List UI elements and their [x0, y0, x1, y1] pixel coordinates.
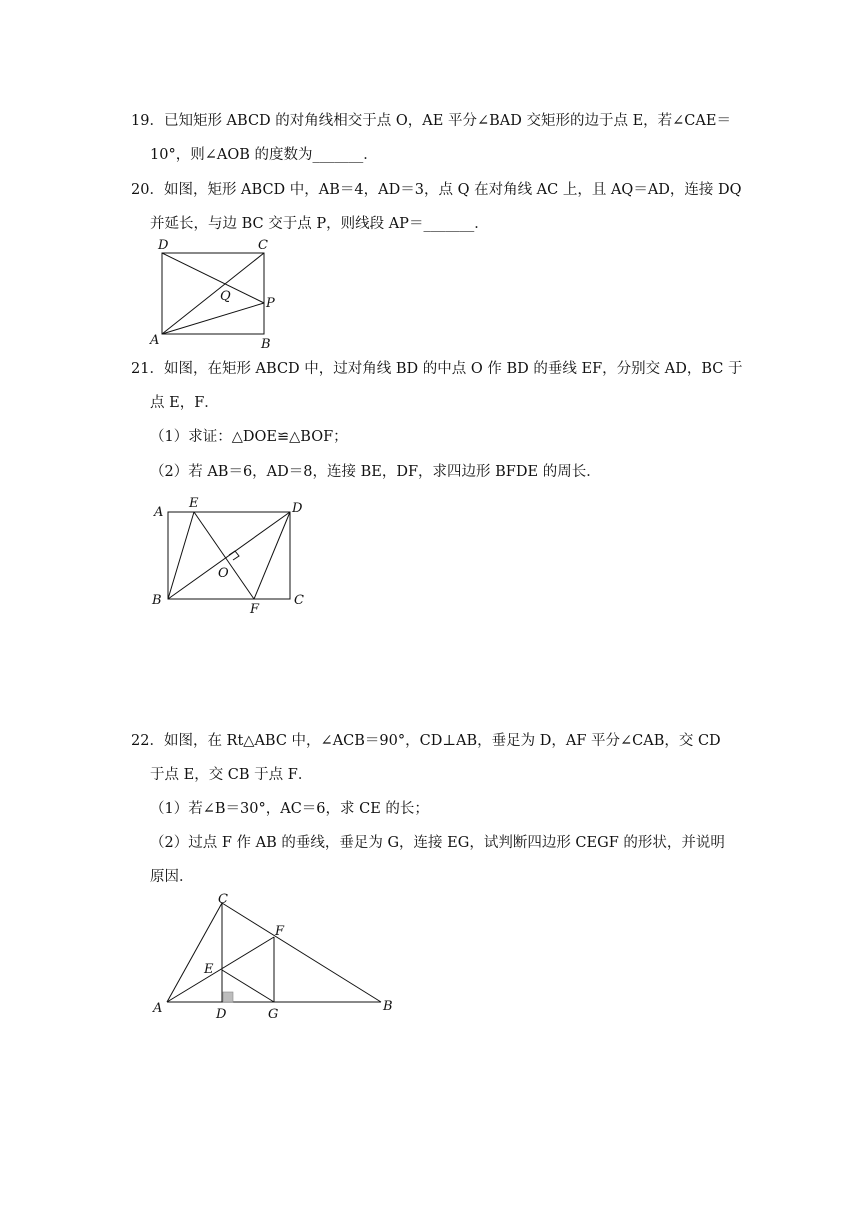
q21-segment-be — [168, 512, 194, 599]
q21-part-1: （1）求证：△DOE≌△BOF； — [150, 429, 348, 445]
q21-segment-ef — [194, 512, 254, 599]
q22-label-d: D — [216, 1007, 227, 1022]
q20-label-a: A — [150, 333, 160, 348]
q21-label-a: A — [154, 505, 164, 520]
q22-line-1: 22．如图，在 Rt△ABC 中，∠ACB＝90°，CD⊥AB，垂足为 D，AF 平分∠CAB，交 CD — [131, 733, 721, 749]
q22-label-g: G — [268, 1007, 279, 1022]
q20-label-d: D — [158, 238, 169, 253]
q21-line-1: 21．如图，在矩形 ABCD 中，过对角线 BD 的中点 O 作 BD 的垂线 EF，分别交 AD，BC 于 — [131, 361, 743, 377]
q19-line-2: 10°，则∠AOB 的度数为_______． — [150, 147, 378, 163]
q21-label-f: F — [250, 602, 260, 617]
q21-figure — [146, 490, 316, 618]
q21-label-c: C — [294, 593, 304, 608]
q20-label-b: B — [261, 337, 271, 352]
q22-part-2: （2）过点 F 作 AB 的垂线，垂足为 G，连接 EG，试判断四边形 CEGF 的形状，并说明 — [150, 835, 725, 851]
q20-line-1: 20．如图，矩形 ABCD 中，AB＝4，AD＝3，点 Q 在对角线 AC 上，且 AQ＝AD，连接 DQ — [131, 182, 742, 198]
q22-right-angle-mark — [223, 992, 233, 1002]
q20-segment-dp — [162, 253, 264, 303]
q22-label-e: E — [204, 962, 214, 977]
q22-label-c: C — [218, 892, 228, 907]
q21-part-2: （2）若 AB＝6，AD＝8，连接 BE，DF，求四边形 BFDE 的周长． — [150, 464, 601, 480]
q22-part-1: （1）若∠B＝30°，AC＝6，求 CE 的长； — [150, 801, 429, 817]
q22-line-2: 于点 E，交 CB 于点 F． — [150, 767, 313, 783]
q22-figure — [145, 890, 405, 1025]
q20-figure — [140, 232, 290, 352]
q20-line-2: 并延长，与边 BC 交于点 P，则线段 AP＝_______． — [150, 216, 489, 232]
q22-label-a: A — [153, 1001, 163, 1016]
q19-line-1: 19．已知矩形 ABCD 的对角线相交于点 O，AE 平分∠BAD 交矩形的边于点 E，若∠CAE＝ — [131, 113, 731, 129]
q21-label-o: O — [218, 566, 229, 581]
q22-part-2-cont: 原因． — [150, 869, 194, 885]
q22-side-cb — [222, 903, 381, 1002]
q21-label-e: E — [189, 496, 199, 511]
q21-line-2: 点 E，F． — [150, 395, 219, 411]
q22-label-f: F — [275, 924, 285, 939]
q20-segment-ap — [162, 303, 264, 334]
q21-label-b: B — [152, 593, 162, 608]
q21-label-d: D — [292, 501, 303, 516]
q20-label-q: Q — [220, 289, 231, 304]
q20-diagonal-ac — [162, 253, 264, 334]
q20-label-p: P — [266, 296, 275, 311]
q22-side-ac — [167, 903, 222, 1002]
q22-label-b: B — [383, 999, 393, 1014]
q20-label-c: C — [258, 238, 268, 253]
